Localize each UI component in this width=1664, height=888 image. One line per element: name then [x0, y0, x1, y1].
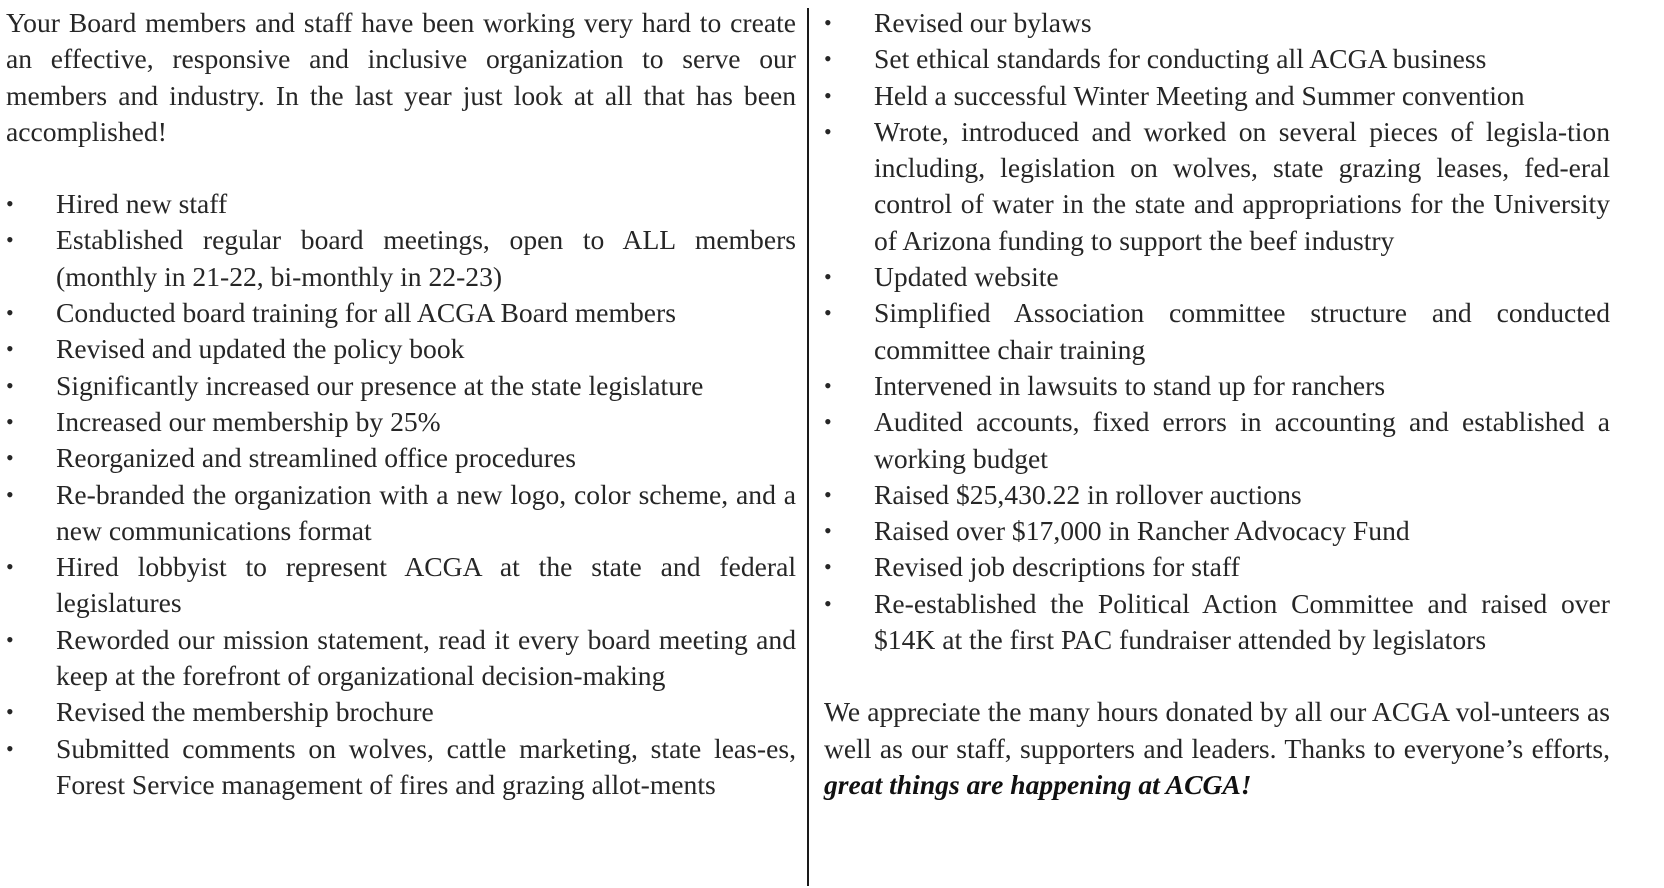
list-item: • Revised job descriptions for staff: [824, 549, 1610, 585]
closing-paragraph: [824, 694, 1610, 803]
list-item: • Simplified Association committee structure and conducted committee chair training: [824, 295, 1610, 368]
list-item: • Raised $25,430.22 in rollover auctions: [824, 477, 1610, 513]
intro-paragraph: Your Board members and staff have been working very hard to create an effective, responsive and inclusive organization to serve our members and industry. In the last year just look at all that has been accomplished!: [6, 7, 796, 147]
list-item: • Revised our bylaws: [824, 5, 1610, 41]
list-item: • Re-branded the organization with a new logo, color scheme, and a new communications format: [6, 477, 796, 550]
list-item: • Wrote, introduced and worked on several pieces of legisla-tion including, legislation on wolves, state grazing leases, fed-eral control of water in the state and appropriations for the University of Arizona funding to support the beef industry: [824, 114, 1610, 259]
closing-text: We appreciate the many hours donated by all our ACGA vol-unteers as well as our staff, supporters and leaders. Thanks to everyone’s efforts,: [824, 696, 1610, 764]
list-item: • Reworded our mission statement, read it every board meeting and keep at the forefront of organizational decision-making: [6, 622, 796, 695]
list-item: • Intervened in lawsuits to stand up for ranchers: [824, 368, 1610, 404]
closing-emphasis: great things are happening at ACGA!: [824, 768, 1252, 800]
list-item: • Re-established the Political Action Committee and raised over $14K at the first PAC fundraiser attended by legislators: [824, 586, 1610, 659]
list-item: • Established regular board meetings, open to ALL members (monthly in 21-22, bi-monthly in 22-23): [6, 222, 796, 295]
right-accomplishments-list: [824, 5, 1610, 658]
list-item: • Hired new staff: [6, 186, 796, 222]
list-item: • Conducted board training for all ACGA Board members: [6, 295, 796, 331]
list-item: • Reorganized and streamlined office procedures: [6, 440, 796, 476]
list-item: • Revised the membership brochure: [6, 694, 796, 730]
list-item: • Set ethical standards for conducting all ACGA business: [824, 41, 1610, 77]
left-column: [6, 5, 796, 803]
list-item: • Hired lobbyist to represent ACGA at the state and federal legislatures: [6, 549, 796, 622]
list-item: • Submitted comments on wolves, cattle marketing, state leas-es, Forest Service management of fires and grazing allot-ments: [6, 731, 796, 804]
left-accomplishments-list: [6, 186, 796, 803]
list-item: • Audited accounts, fixed errors in accounting and established a working budget: [824, 404, 1610, 477]
right-column: [824, 5, 1610, 803]
list-item: • Significantly increased our presence at the state legislature: [6, 368, 796, 404]
list-item: • Raised over $17,000 in Rancher Advocacy Fund: [824, 513, 1610, 549]
list-item: • Revised and updated the policy book: [6, 331, 796, 367]
list-item: • Updated website: [824, 259, 1610, 295]
list-item: • Increased our membership by 25%: [6, 404, 796, 440]
column-divider: [807, 8, 809, 886]
list-item: • Held a successful Winter Meeting and Summer convention: [824, 78, 1610, 114]
